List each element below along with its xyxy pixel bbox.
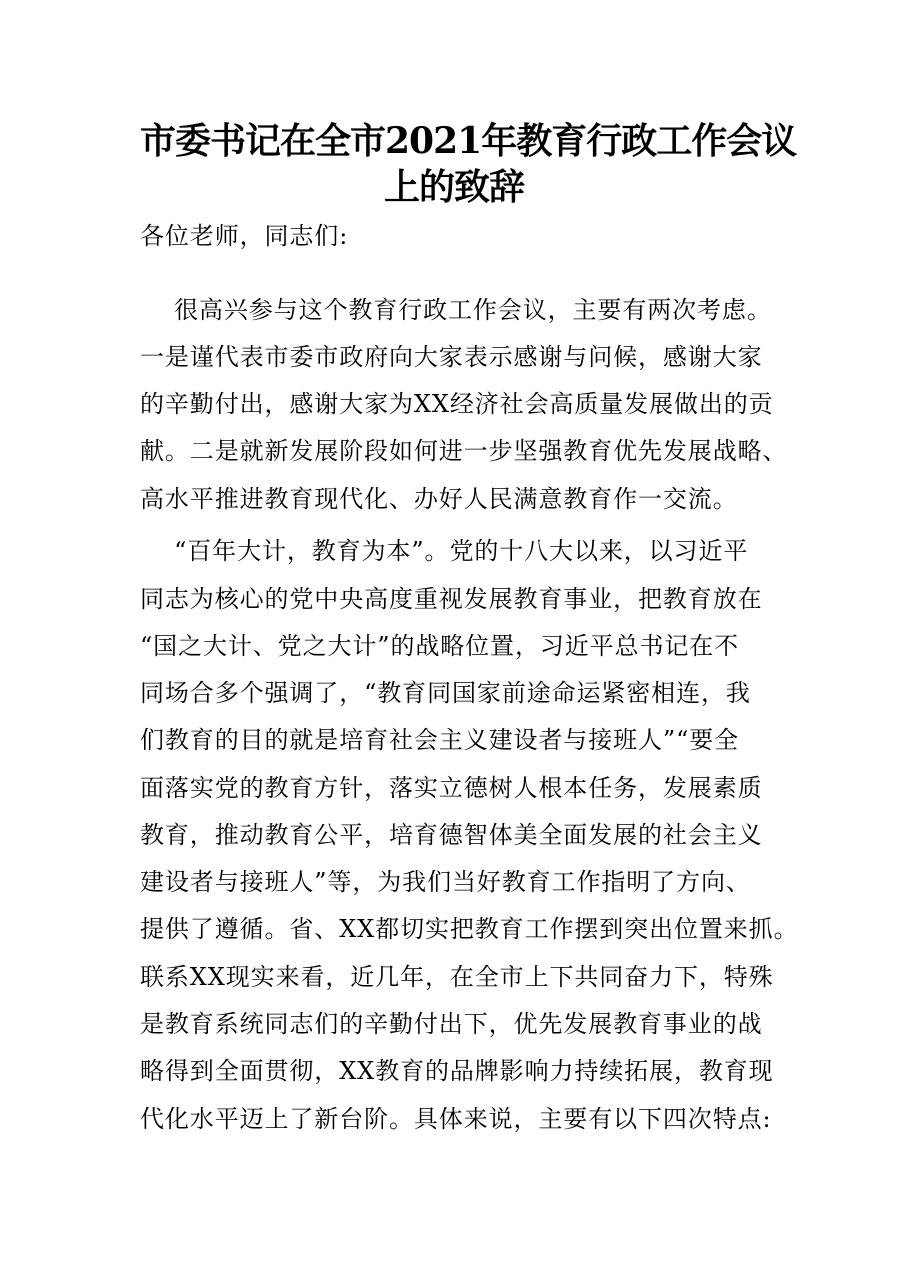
body-line: 同志为核心的党中央高度重视发展教育事业，把教育放在 — [140, 585, 763, 613]
document-title-line-2: 上的致辞 — [383, 166, 524, 208]
body-line: 很高兴参与这个教育行政工作会议，主要有两次考虑。 — [140, 296, 772, 324]
body-line: 的辛勤付出，感谢大家为XX经济社会高质量发展做出的贡 — [140, 390, 774, 418]
body-line: 联系XX现实来看，近几年，在全市上下共同奋力下，特殊 — [140, 963, 774, 991]
body-line: 献。二是就新发展阶段如何进一步坚强教育优先发展战略、 — [140, 437, 788, 465]
body-line: 代化水平迈上了新台阶。具体来说，主要有以下四次特点: — [140, 1105, 772, 1133]
body-line: 提供了遵循。省、XX都切实把教育工作摆到突出位置来抓。 — [140, 915, 799, 943]
body-line: “国之大计、党之大计”的战略位置，习近平总书记在不 — [140, 632, 740, 660]
body-line: “百年大计，教育为本”。党的十八大以来，以习近平 — [140, 537, 749, 565]
body-line: 面落实党的教育方针，落实立德树人根本任务，发展素质 — [140, 774, 763, 802]
body-line: 教育，推动教育公平，培育德智体美全面发展的社会主义 — [140, 821, 763, 849]
body-line: 略得到全面贯彻，XX教育的品牌影响力持续拓展，教育现 — [140, 1057, 774, 1085]
document-title-line-1: 市委书记在全市2021年教育行政工作会议 — [140, 120, 797, 162]
body-line: 同场合多个强调了，“教育同国家前途命运紧密相连，我 — [140, 679, 751, 707]
body-line: 建设者与接班人”等，为我们当好教育工作指明了方向、 — [140, 868, 751, 896]
body-line: 一是谨代表市委市政府向大家表示感谢与问候，感谢大家 — [140, 343, 763, 371]
body-line: 是教育系统同志们的辛勤付出下，优先发展教育事业的战 — [140, 1010, 763, 1038]
body-line: 高水平推进教育现代化、办好人民满意教育作一交流。 — [140, 485, 738, 513]
body-line: 们教育的目的就是培育社会主义建设者与接班人”“要全 — [140, 726, 740, 754]
salutation: 各位老师，同志们: — [140, 222, 349, 250]
